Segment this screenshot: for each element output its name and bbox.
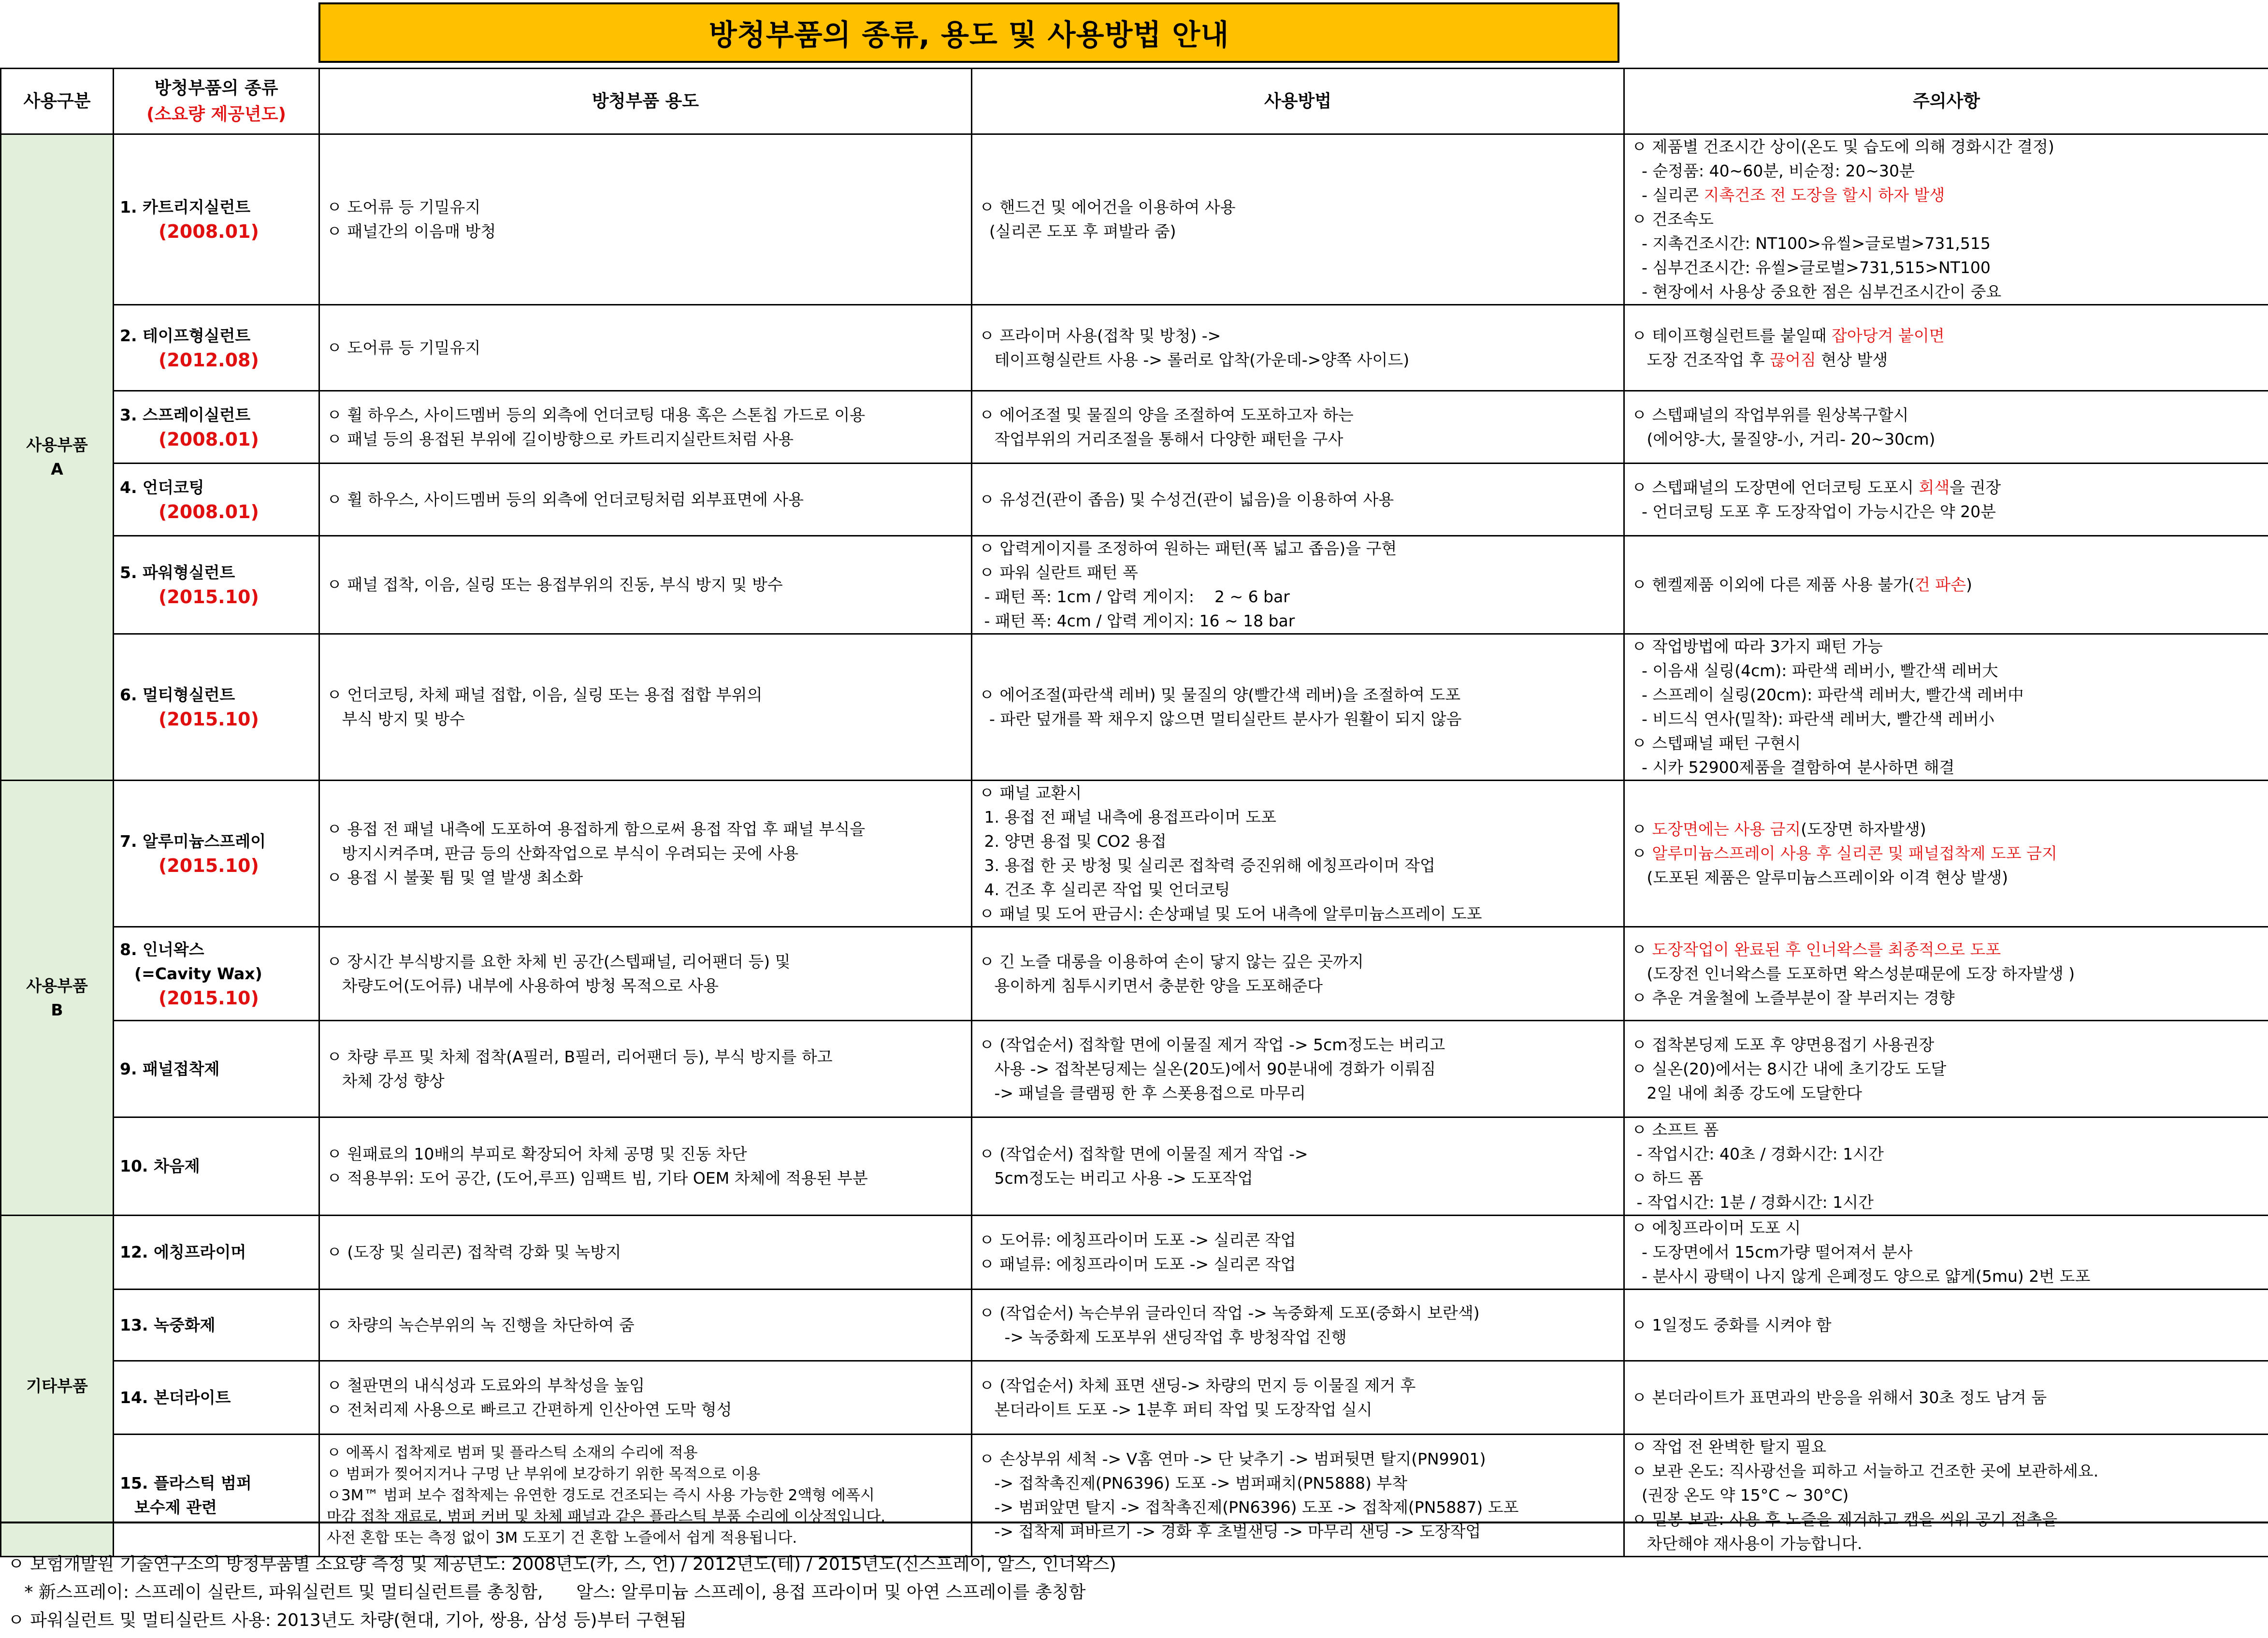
header-use: 방청부품 용도 [319,69,972,134]
caution-text: ㅇ 밀봉 보관: 사용 후 노즐을 제거하고 캡을 씌워 공기 접촉을 [1632,1510,2058,1529]
caution-cell [1624,1117,2268,1216]
caution-text: - 비드식 연사(밀착): 파란색 레버大, 빨간색 레버小 [1632,710,1995,728]
caution-line [1632,731,2261,755]
table-row [1,1021,2268,1117]
use-cell [319,1290,972,1361]
caution-text: - 현장에서 사용상 중요한 점은 심부건조시간이 중요 [1632,282,2002,301]
use-cell [319,536,972,634]
caution-text: ㅇ 에칭프라이머 도포 시 [1632,1218,1801,1237]
method-line: - 패턴 폭: 4cm / 압력 게이지: 16 ~ 18 bar [979,611,1295,630]
use-cell [319,1216,972,1290]
caution-line [1632,938,2261,962]
caution-text: ㅇ 본더라이트가 표면과의 반응을 위해서 30초 정도 남겨 둠 [1632,1388,2047,1407]
caution-line [1632,348,2261,372]
method-line: 2. 양면 용접 및 CO2 용접 [979,832,1167,851]
caution-text: (도장전 인너왁스를 도포하면 왁스성분때문에 도장 하자발생 ) [1632,964,2075,983]
part-year: (2008.01) [159,501,259,522]
use-line: ㅇ 휠 하우스, 사이드멤버 등의 외측에 언더코팅 대용 혹은 스톤칩 가드로 이용 [327,405,866,424]
caution-text: (도장면 하자발생) [1801,820,1926,839]
table-row [1,781,2268,927]
use-line: ㅇ 도어류 등 기밀유지 [327,338,481,357]
caution-highlight: 건 파손 [1914,575,1966,594]
use-cell [319,391,972,464]
use-line: 마감 접착 재료로, 범퍼 커버 및 차체 패널과 같은 플라스틱 부품 수리에 이상적입니다. [327,1508,886,1525]
use-cell [319,305,972,391]
method-line: - 파란 덮개를 꽉 채우지 않으면 멀티실란트 분사가 원활이 되지 않음 [979,710,1462,728]
use-line: ㅇ 전처리제 사용으로 빠르고 간편하게 인산아연 도막 형성 [327,1400,732,1419]
method-line: ㅇ 파워 실란트 패턴 폭 [979,563,1138,582]
use-line: ㅇ 장시간 부식방지를 요한 차체 빈 공간(스텝패널, 리어팬더 등) 및 [327,952,791,971]
caution-line [1632,817,2261,841]
use-line: ㅇ3M™ 범퍼 보수 접착제는 유연한 경도로 건조되는 즉시 사용 가능한 2액형 에폭시 [327,1487,875,1504]
method-line: -> 접착촉진제(PN6396) 도포 -> 범퍼패치(PN5888) 부착 [979,1474,1408,1493]
method-cell [972,536,1624,634]
part-name-sub: (=Cavity Wax) [134,964,262,983]
part-name-cell [114,634,319,781]
part-name-cell [114,1021,319,1117]
part-name: 12. 에칭프라이머 [120,1243,246,1261]
method-line: ㅇ 프라이머 사용(접착 및 방청) -> [979,326,1221,345]
caution-highlight: 도장면에는 사용 금지 [1652,820,1801,839]
caution-line [1632,1033,2261,1057]
caution-line [1632,1142,2261,1166]
part-year: (2015.10) [159,987,259,1009]
caution-line [1632,1216,2261,1240]
footer-notes [0,1522,2268,1638]
caution-highlight: 알루미늄스프레이 사용 후 실리콘 및 패널접착제 도포 금지 [1652,844,2057,863]
caution-text: - 스프레이 실링(20cm): 파란색 레버大, 빨간색 레버中 [1632,685,2024,704]
category-label: B [51,1000,63,1019]
part-name-sub: 보수제 관련 [134,1498,217,1517]
table-row [1,927,2268,1021]
method-line: -> 패널을 클램핑 한 후 스폿용접으로 마무리 [979,1083,1306,1102]
caution-line [1632,635,2261,659]
caution-line [1632,755,2261,780]
caution-cell [1624,927,2268,1021]
method-line: ㅇ 에어조절 및 물질의 양을 조절하여 도포하고자 하는 [979,405,1354,424]
caution-text: ㅇ 접착본딩제 도포 후 양면용접기 사용권장 [1632,1035,1935,1054]
caution-text: ㅇ 스텝패널 패턴 구현시 [1632,734,1801,753]
caution-line [1632,1313,2261,1337]
part-name-cell [114,391,319,464]
caution-text: 2일 내에 최종 강도에 도달한다 [1632,1083,1862,1102]
method-cell [972,1117,1624,1216]
category-cell [1,134,114,781]
caution-line [1632,866,2261,890]
document-title: 방청부품의 종류, 용도 및 사용방법 안내 [318,2,1619,63]
caution-cell [1624,391,2268,464]
rust-parts-table [0,68,2268,1557]
method-cell [972,634,1624,781]
caution-line [1632,256,2261,280]
use-line: ㅇ 언더코팅, 차체 패널 접합, 이음, 실링 또는 용접 접합 부위의 [327,685,763,704]
use-line: 방지시켜주며, 판금 등의 산화작업으로 부식이 우려되는 곳에 사용 [327,844,799,863]
method-line: ㅇ 유성건(관이 좁음) 및 수성건(관이 넓음)을 이용하여 사용 [979,490,1394,509]
table-row [1,1290,2268,1361]
caution-text: - 작업시간: 1분 / 경화시간: 1시간 [1632,1193,1874,1212]
method-line: ㅇ (작업순서) 접착할 면에 이물질 제거 작업 -> 5cm정도는 버리고 [979,1035,1445,1054]
part-name-cell [114,1216,319,1290]
method-line: 사용 -> 접착본딩제는 실온(20도)에서 90분내에 경화가 이뤄짐 [979,1059,1436,1078]
caution-text: ㅇ 하드 폼 [1632,1169,1704,1188]
caution-text: ㅇ 소프트 폼 [1632,1120,1719,1139]
caution-cell [1624,536,2268,634]
caution-cell [1624,464,2268,536]
method-line: -> 접착제 펴바르기 -> 경화 후 초벌샌딩 -> 마무리 샌딩 -> 도장작업 [979,1522,1481,1541]
part-name-cell [114,1117,319,1216]
part-year: (2015.10) [159,855,259,876]
use-line: ㅇ 패널 접착, 이음, 실링 또는 용접부위의 진동, 부식 방지 및 방수 [327,575,783,594]
part-name: 4. 언더코팅 [120,478,204,497]
footer-note-1: ㅇ 보험개발원 기술연구소의 방청부품별 소요량 측정 및 제공년도: 2008년도(카, 스, 언) / 2012년도(테) / 2015년도(신스프레이, 알스, 인너왁스) [8,1554,1116,1574]
part-name-cell [114,1361,319,1435]
caution-cell [1624,1021,2268,1117]
use-line: 차체 강성 향상 [327,1071,445,1090]
category-cell [1,781,114,1216]
method-line: ㅇ 손상부위 세척 -> V홈 연마 -> 단 낮추기 -> 범퍼뒷면 탈지(PN9901) [979,1450,1486,1468]
method-line: - 패턴 폭: 1cm / 압력 게이지: 2 ~ 6 bar [979,587,1290,606]
part-name: 2. 테이프형실런트 [120,326,251,345]
part-name: 13. 녹중화제 [120,1315,216,1334]
part-name-cell [114,305,319,391]
table-row [1,1117,2268,1216]
caution-cell [1624,1290,2268,1361]
use-line: ㅇ 휠 하우스, 사이드멤버 등의 외측에 언더코팅처럼 외부표면에 사용 [327,490,804,509]
table-row [1,464,2268,536]
caution-line [1632,1483,2261,1508]
caution-text: ㅇ 실온(20)에서는 8시간 내에 초기강도 도달 [1632,1059,1947,1078]
caution-text: - 실리콘 [1632,186,1704,204]
caution-line [1632,573,2261,597]
part-year: (2015.10) [159,586,259,608]
method-line: 테이프형실란트 사용 -> 롤러로 압착(가운데->양쪽 사이드) [979,350,1410,369]
caution-text: ㅇ 작업 전 완벽한 탈지 필요 [1632,1437,1827,1456]
table-row [1,1216,2268,1290]
method-cell [972,927,1624,1021]
caution-text: - 시카 52900제품을 결함하여 분사하면 해결 [1632,758,1955,777]
part-name-cell [114,536,319,634]
caution-highlight: 회색 [1919,478,1950,497]
caution-line [1632,159,2261,183]
category-label: A [51,460,63,478]
use-cell [319,1021,972,1117]
caution-text: (에어양-大, 물질양-小, 거리- 20~30cm) [1632,429,1936,449]
category-label: 사용부품 [26,976,88,995]
part-name-cell [114,134,319,305]
use-line: ㅇ 철판면의 내식성과 도료와의 부착성을 높임 [327,1376,645,1395]
part-name: 14. 본더라이트 [120,1388,231,1407]
part-name-cell [114,781,319,927]
caution-text: - 이음새 실링(4cm): 파란색 레버小, 빨간색 레버大 [1632,661,1998,680]
method-line: (실리콘 도포 후 펴발라 줌) [979,222,1176,241]
caution-line [1632,183,2261,207]
caution-line [1632,986,2261,1010]
caution-line [1632,403,2261,427]
caution-text: ㅇ 보관 온도: 직사광선을 피하고 서늘하고 건조한 곳에 보관하세요. [1632,1462,2099,1480]
header-category: 사용구분 [1,69,114,134]
part-year: (2008.01) [159,221,259,242]
caution-text: ㅇ 스텝패널의 도장면에 언더코팅 도포시 [1632,478,1919,497]
use-line: ㅇ 도어류 등 기밀유지 [327,198,481,217]
caution-cell [1624,781,2268,927]
use-line: ㅇ 차량 루프 및 차체 접착(A필러, B필러, 리어팬더 등), 부식 방지를 하고 [327,1047,833,1066]
method-cell [972,1021,1624,1117]
table-row [1,536,2268,634]
caution-line [1632,1435,2261,1459]
caution-text: - 심부건조시간: 유씰>글로벌>731,515>NT100 [1632,258,1991,277]
method-line: 1. 용접 전 패널 내측에 용접프라이머 도포 [979,808,1276,826]
caution-line [1632,1057,2261,1081]
use-line: ㅇ 패널간의 이음매 방청 [327,222,496,241]
caution-text: - 분사시 광택이 나지 않게 은폐정도 양으로 얇게(5mu) 2번 도포 [1632,1267,2091,1286]
caution-line [1632,1081,2261,1105]
caution-highlight: 지촉건조 전 도장을 할시 하자 발생 [1704,186,1945,204]
method-line: ㅇ 도어류: 에칭프라이머 도포 -> 실리콘 작업 [979,1231,1296,1249]
method-cell [972,134,1624,305]
caution-text: ㅇ 제품별 건조시간 상이(온도 및 습도에 의해 경화시간 결정) [1632,137,2054,156]
use-cell [319,781,972,927]
caution-line [1632,1264,2261,1289]
caution-line [1632,1240,2261,1264]
method-line: 용이하게 침투시키면서 충분한 양을 도포해준다 [979,976,1323,995]
method-cell [972,391,1624,464]
caution-line [1632,1166,2261,1190]
method-line: ㅇ 긴 노즐 대롱을 이용하여 손이 닿지 않는 깊은 곳까지 [979,952,1364,971]
caution-line [1632,232,2261,256]
caution-text: ㅇ 작업방법에 따라 3가지 패턴 가능 [1632,637,1883,656]
caution-cell [1624,134,2268,305]
method-line: ㅇ (작업순서) 녹슨부위 글라인더 작업 -> 녹중화제 도포(중화시 보란색) [979,1303,1480,1322]
caution-text: ㅇ 1일정도 중화를 시켜야 함 [1632,1315,1832,1334]
part-name-cell [114,464,319,536]
method-line: -> 녹중화제 도포부위 샌딩작업 후 방청작업 진행 [979,1327,1347,1347]
caution-cell [1624,634,2268,781]
use-line: ㅇ 적용부위: 도어 공간, (도어,루프) 임팩트 빔, 기타 OEM 차체에 적용된 부분 [327,1169,868,1188]
caution-text: - 언더코팅 도포 후 도장작업이 가능시간은 약 20분 [1632,502,1996,521]
use-line: 부식 방지 및 방수 [327,710,465,728]
header-method: 사용방법 [972,69,1624,134]
use-line: ㅇ 용접 시 불꽃 튐 및 열 발생 최소화 [327,868,583,887]
footer-note-3: ㅇ 파워실런트 및 멀티실란트 사용: 2013년도 차량(현대, 기아, 쌍용, 삼성 등)부터 구현됨 [8,1610,687,1630]
caution-highlight: 끊어짐 [1770,350,1816,369]
caution-text: (도포된 제품은 알루미늄스프레이와 이격 현상 발생) [1632,868,2008,887]
use-line: ㅇ 차량의 녹슨부위의 녹 진행을 차단하여 줌 [327,1315,635,1334]
caution-text: (권장 온도 약 15°C ~ 30°C) [1632,1486,1849,1505]
part-name: 3. 스프레이실런트 [120,405,251,424]
caution-text: ㅇ 추운 겨울철에 노즐부분이 잘 부러지는 경향 [1632,988,1955,1007]
caution-text: ㅇ 건조속도 [1632,210,1714,229]
method-cell [972,305,1624,391]
method-line: ㅇ (작업순서) 차체 표면 샌딩-> 차량의 먼지 등 이물질 제거 후 [979,1376,1416,1395]
table-row [1,634,2268,781]
method-line: 4. 건조 후 실리콘 작업 및 언더코팅 [979,880,1230,899]
table-row [1,305,2268,391]
caution-text: 현상 발생 [1816,350,1888,369]
caution-text: - 순정품: 40~60분, 비순정: 20~30분 [1632,161,1915,180]
caution-text: ㅇ 테이프형실런트를 붙일때 [1632,326,1832,345]
method-line: 5cm정도는 버리고 사용 -> 도포작업 [979,1169,1253,1188]
caution-highlight: 도장작업이 완료된 후 인너왁스를 최종적으로 도포 [1652,940,2001,959]
caution-line [1632,707,2261,731]
caution-line [1632,1386,2261,1410]
part-name: 6. 멀티형실런트 [120,685,235,704]
caution-text: - 작업시간: 40초 / 경화시간: 1시간 [1632,1145,1884,1163]
use-cell [319,1117,972,1216]
caution-text: - 지촉건조시간: NT100>유씰>글로벌>731,515 [1632,234,1991,253]
caution-cell [1624,1216,2268,1290]
caution-text: ㅇ 스텝패널의 작업부위를 원상복구할시 [1632,405,1909,424]
method-cell [972,1216,1624,1290]
method-line: ㅇ (작업순서) 접착할 면에 이물질 제거 작업 -> [979,1145,1308,1163]
caution-line [1632,280,2261,304]
caution-line [1632,962,2261,986]
part-name: 5. 파워형실런트 [120,563,235,582]
part-name: 1. 카트리지실런트 [120,198,251,217]
caution-line [1632,659,2261,683]
part-year: (2012.08) [159,349,259,371]
method-cell [972,1290,1624,1361]
caution-text: 차단해야 재사용이 가능합니다. [1632,1534,1863,1553]
table-row [1,134,2268,305]
caution-text: ㅇ 헨켈제품 이외에 다른 제품 사용 불가( [1632,575,1915,594]
category-label: 사용부품 [26,435,88,454]
caution-text: 도장 건조작업 후 [1632,350,1770,369]
part-name-cell [114,927,319,1021]
caution-line [1632,500,2261,524]
caution-line [1632,1118,2261,1142]
use-line: ㅇ 범퍼가 찢어지거나 구멍 난 부위에 보강하기 위한 목적으로 이용 [327,1465,761,1483]
use-line: 차량도어(도어류) 내부에 사용하여 방청 목적으로 사용 [327,976,719,995]
caution-cell [1624,305,2268,391]
use-line: ㅇ 에폭시 접착제로 범퍼 및 플라스틱 소재의 수리에 적용 [327,1444,698,1462]
category-label: 기타부품 [26,1376,88,1395]
category-cell [1,1216,114,1557]
header-row [1,69,2268,134]
caution-text: - 도장면에서 15cm가량 떨어져서 분사 [1632,1243,1913,1261]
caution-highlight: 잡아당겨 붙이면 [1832,326,1945,345]
caution-line [1632,841,2261,866]
method-line: 3. 용접 한 곳 방청 및 실리콘 접착력 증진위해 에칭프라이머 작업 [979,856,1435,875]
part-year: (2008.01) [159,428,259,450]
method-cell [972,781,1624,927]
caution-line [1632,135,2261,159]
header-caution: 주의사항 [1624,69,2268,134]
caution-line [1632,1459,2261,1483]
caution-line [1632,1190,2261,1215]
table-row [1,1361,2268,1435]
caution-line [1632,324,2261,348]
use-cell [319,927,972,1021]
use-line: ㅇ 용접 전 패널 내측에 도포하여 용접하게 함으로써 용접 작업 후 패널 부식을 [327,820,866,839]
part-name: 7. 알루미늄스프레이 [120,832,266,851]
use-cell [319,464,972,536]
caution-line [1632,207,2261,232]
part-name: 10. 차음제 [120,1157,200,1175]
part-name: 8. 인너왁스 [120,940,204,959]
method-cell [972,464,1624,536]
caution-line [1632,476,2261,500]
use-cell [319,1361,972,1435]
method-line: ㅇ 핸드건 및 에어건을 이용하여 사용 [979,198,1236,217]
method-line: ㅇ 패널류: 에칭프라이머 도포 -> 실리콘 작업 [979,1255,1296,1274]
method-line: 작업부위의 거리조절을 통해서 다양한 패턴을 구사 [979,429,1343,449]
use-line: 사전 혼합 또는 측정 없이 3M 도포기 건 혼합 노즐에서 쉽게 적용됩니다. [327,1529,797,1547]
method-line: -> 범퍼앞면 탈지 -> 접착촉진제(PN6396) 도포 -> 접착제(PN5887) 도포 [979,1498,1519,1517]
method-line: ㅇ 패널 및 도어 판금시: 손상패널 및 도어 내측에 알루미늄스프레이 도포 [979,904,1482,923]
part-name: 15. 플라스틱 범퍼 [120,1474,252,1493]
method-line: ㅇ 패널 교환시 [979,783,1082,802]
part-name: 9. 패널접착제 [120,1059,220,1078]
use-line: ㅇ (도장 및 실리콘) 접착력 강화 및 녹방지 [327,1243,621,1261]
caution-line [1632,427,2261,451]
footer-note-2: * 新스프레이: 스프레이 실란트, 파워실런트 및 멀티실런트를 총칭함, 알스: 알루미늄 스프레이, 용접 프라이머 및 아연 스프레이를 총칭함 [8,1582,1086,1602]
use-cell [319,634,972,781]
header-type: 방청부품의 종류 (소요량 제공년도) [114,69,319,134]
method-cell [972,1361,1624,1435]
method-line: 본더라이트 도포 -> 1분후 퍼티 작업 및 도장작업 실시 [979,1400,1372,1419]
caution-text: 을 권장 [1950,478,2001,497]
caution-text: ㅇ [1632,940,1652,959]
part-year: (2015.10) [159,709,259,730]
method-line: ㅇ 에어조절(파란색 레버) 및 물질의 양(빨간색 레버)을 조절하여 도포 [979,685,1461,704]
use-cell [319,134,972,305]
table-row [1,391,2268,464]
part-name-cell [114,1290,319,1361]
caution-text: ㅇ [1632,820,1652,839]
caution-text: ) [1966,575,1972,594]
method-line: ㅇ 압력게이지를 조정하여 원하는 패턴(폭 넓고 좁음)을 구현 [979,539,1397,558]
caution-line [1632,683,2261,707]
use-line: ㅇ 원패료의 10배의 부피로 확장되어 차체 공명 및 진동 차단 [327,1145,747,1163]
caution-cell [1624,1361,2268,1435]
caution-text: ㅇ [1632,844,1652,863]
use-line: ㅇ 패널 등의 용접된 부위에 길이방향으로 카트리지실란트처럼 사용 [327,429,794,449]
